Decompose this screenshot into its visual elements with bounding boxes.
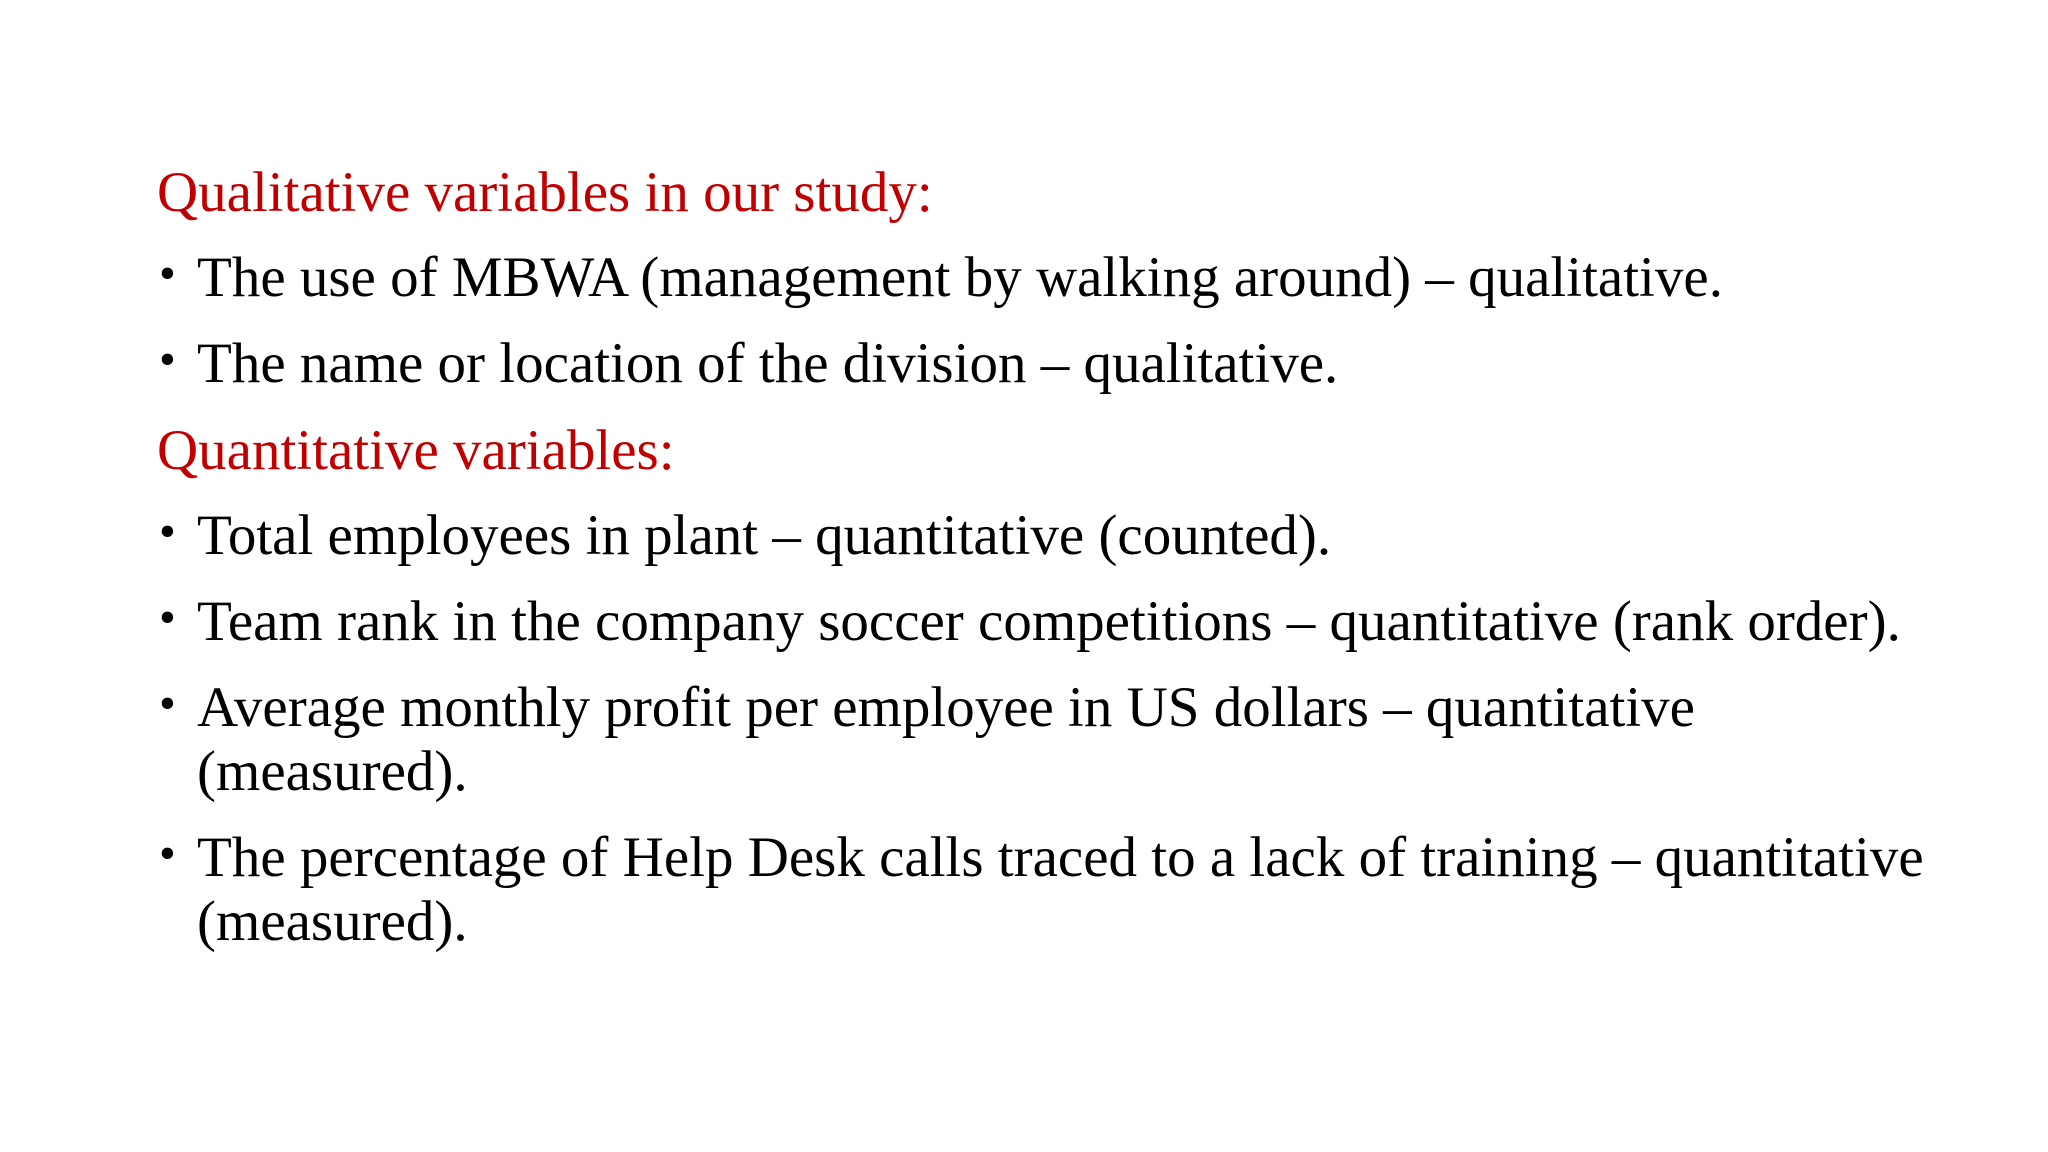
- bullet-dot-icon: •: [159, 591, 176, 644]
- bullet-dot-icon: •: [159, 247, 176, 300]
- bullet-dot-icon: •: [159, 505, 176, 558]
- list-item: [157, 246, 1957, 310]
- list-item: [157, 332, 1957, 396]
- list-item-text: Total employees in plant – quantitative (counted).: [197, 504, 1332, 567]
- section-heading-quantitative: Quantitative variables:: [157, 419, 675, 482]
- list-item-text: The use of MBWA (management by walking around) – qualitative.: [197, 246, 1723, 309]
- list-item-text: The name or location of the division – qualitative.: [197, 332, 1339, 395]
- list-item: [157, 676, 1957, 804]
- list-item: [157, 590, 1957, 654]
- qualitative-list: [157, 246, 1957, 396]
- list-item-text: The percentage of Help Desk calls traced to a lack of training – quantitative (measured).: [197, 826, 1924, 953]
- slide-content: [157, 160, 1957, 954]
- bullet-dot-icon: •: [159, 677, 176, 730]
- quantitative-list: [157, 504, 1957, 954]
- list-item-text: Average monthly profit per employee in US dollars – quantitative (measured).: [197, 676, 1695, 803]
- bullet-dot-icon: •: [159, 333, 176, 386]
- list-item: [157, 504, 1957, 568]
- bullet-dot-icon: •: [159, 827, 176, 880]
- section-heading-qualitative: Qualitative variables in our study:: [157, 161, 933, 224]
- list-item: [157, 826, 1957, 954]
- list-item-text: Team rank in the company soccer competitions – quantitative (rank order).: [197, 590, 1901, 653]
